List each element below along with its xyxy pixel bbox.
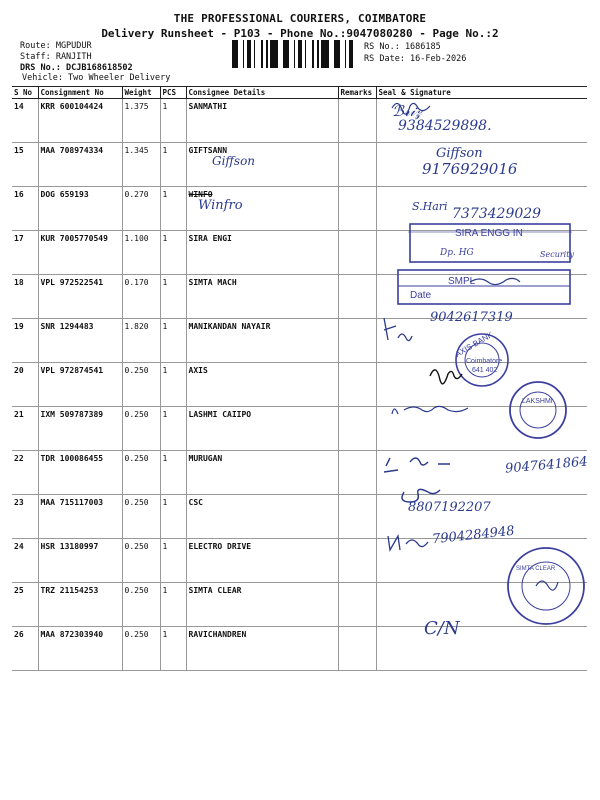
cell-consignee: ELECTRO DRIVE xyxy=(186,539,338,583)
cell-consignee: AXIS xyxy=(186,363,338,407)
cell-consignment-no: SNR 1294483 xyxy=(38,319,122,363)
cell-pcs: 1 xyxy=(160,275,186,319)
signature-scribble-22 xyxy=(384,458,450,472)
signature-scribble-14 xyxy=(392,103,430,114)
handwritten-name-15: Giffson xyxy=(212,154,256,168)
cell-consignment-no: VPL 972522541 xyxy=(38,275,122,319)
handwritten-sign-15: Giffson xyxy=(436,146,483,161)
stamp-smpl-box xyxy=(398,270,570,304)
cell-consignee: WINFO xyxy=(186,187,338,231)
stamp-sira-sub2: Security xyxy=(540,250,574,259)
stamp-lakshmi: LAKSHMI xyxy=(522,398,553,405)
cell-sno: 14 xyxy=(12,99,38,143)
cell-pcs: 1 xyxy=(160,627,186,671)
cell-weight: 0.250 xyxy=(122,451,160,495)
cell-pcs: 1 xyxy=(160,495,186,539)
handwritten-name-16: Winfro xyxy=(198,198,243,213)
handwritten-phone-15: 9176929016 xyxy=(422,160,518,178)
col-weight: Weight xyxy=(122,87,160,99)
cell-pcs: 1 xyxy=(160,143,186,187)
cell-consignment-no: KUR 7005770549 xyxy=(38,231,122,275)
cell-pcs: 1 xyxy=(160,319,186,363)
cell-pcs: 1 xyxy=(160,231,186,275)
cell-consignee: SIMTA MACH xyxy=(186,275,338,319)
cell-consignment-no: HSR 13180997 xyxy=(38,539,122,583)
cell-weight: 1.375 xyxy=(122,99,160,143)
cell-sno: 20 xyxy=(12,363,38,407)
cell-pcs: 1 xyxy=(160,363,186,407)
stamp-smpl: SMPL xyxy=(448,276,476,287)
cell-weight: 1.345 xyxy=(122,143,160,187)
handwritten-phone-22: 9047641864 xyxy=(504,454,589,477)
cell-sno: 17 xyxy=(12,231,38,275)
cell-weight: 0.250 xyxy=(122,495,160,539)
stamp-axis-bank: AXIS BANK xyxy=(453,330,495,359)
cell-pcs: 1 xyxy=(160,451,186,495)
stamp-sira-title: SIRA ENGG IN xyxy=(455,228,523,239)
signature-row-14: ℬ𝓇𝒾𝓏 xyxy=(392,102,422,120)
cell-sno: 19 xyxy=(12,319,38,363)
signature-scribble-20 xyxy=(430,370,462,384)
cell-consignment-no: KRR 600104424 xyxy=(38,99,122,143)
col-pcs: PCS xyxy=(160,87,186,99)
cell-consignment-no: VPL 972874541 xyxy=(38,363,122,407)
cell-consignment-no: MAA 715117003 xyxy=(38,495,122,539)
stamp-axis-city: Coimbatore xyxy=(466,358,503,365)
cell-consignee: CSC xyxy=(186,495,338,539)
cell-sno: 16 xyxy=(12,187,38,231)
cell-weight: 0.250 xyxy=(122,583,160,627)
cell-sno: 15 xyxy=(12,143,38,187)
cell-sno: 23 xyxy=(12,495,38,539)
cell-weight: 0.250 xyxy=(122,627,160,671)
stamp-sira-sub: Dp. HG xyxy=(440,248,474,258)
signature-scribble-21 xyxy=(392,406,468,414)
cell-consignment-no: TRZ 21154253 xyxy=(38,583,122,627)
handwritten-phone-23: 8807192207 xyxy=(408,500,491,515)
cell-pcs: 1 xyxy=(160,583,186,627)
rs-number: RS No.: 1686185 xyxy=(364,42,441,52)
cell-consignment-no: IXM 509787389 xyxy=(38,407,122,451)
signature-scribble-23 xyxy=(402,489,440,502)
cell-consignee: LASHMI CAIIPO xyxy=(186,407,338,451)
cell-consignee: RAVICHANDREN xyxy=(186,627,338,671)
col-sno: S No xyxy=(12,87,38,99)
col-remarks: Remarks xyxy=(338,87,376,99)
cell-pcs: 1 xyxy=(160,407,186,451)
staff-label: Staff: RANJITH xyxy=(20,52,92,62)
route-label: Route: MGPUDUR xyxy=(20,41,92,51)
handwritten-phone-17: 7373429029 xyxy=(452,206,542,222)
cell-sno: 18 xyxy=(12,275,38,319)
vehicle-label: Vehicle: Two Wheeler Delivery xyxy=(22,73,171,83)
cell-weight: 1.820 xyxy=(122,319,160,363)
cell-consignee: SIRA ENGI xyxy=(186,231,338,275)
col-consignment: Consignment No xyxy=(38,87,122,99)
signature-scribble-24 xyxy=(388,536,428,550)
cell-weight: 0.250 xyxy=(122,539,160,583)
stamp-simta-circle xyxy=(508,548,584,624)
cell-weight: 0.250 xyxy=(122,407,160,451)
cell-consignment-no: MAA 708974334 xyxy=(38,143,122,187)
document-title: THE PROFESSIONAL COURIERS, COIMBATORE xyxy=(173,12,427,25)
cell-consignee: SIMTA CLEAR xyxy=(186,583,338,627)
cell-weight: 0.170 xyxy=(122,275,160,319)
col-consignee: Consignee Details xyxy=(186,87,338,99)
stamp-sira-box xyxy=(410,224,570,262)
cell-sno: 25 xyxy=(12,583,38,627)
signature-scribble-19 xyxy=(384,318,412,341)
stamp-lakshmi-circle xyxy=(510,382,566,438)
cell-weight: 0.270 xyxy=(122,187,160,231)
stamp-axis-code: 641 402 xyxy=(472,367,498,374)
handwritten-phone-24: 7904284948 xyxy=(431,523,516,548)
cell-pcs: 1 xyxy=(160,99,186,143)
cell-consignee: MANIKANDAN NAYAIR xyxy=(186,319,338,363)
cell-consignee: SANMATHI xyxy=(186,99,338,143)
stamp-axis-circle xyxy=(456,334,508,386)
cell-pcs: 1 xyxy=(160,187,186,231)
stamp-simta-clear: SIMTA CLEAR xyxy=(516,566,556,572)
cell-sno: 26 xyxy=(12,627,38,671)
cell-weight: 0.250 xyxy=(122,363,160,407)
drs-number: DRS No.: DCJB168618502 xyxy=(20,63,133,73)
cell-consignment-no: DOG 659193 xyxy=(38,187,122,231)
cell-sno: 21 xyxy=(12,407,38,451)
stamp-date-label: Date xyxy=(410,290,432,301)
cell-pcs: 1 xyxy=(160,539,186,583)
document-subtitle: Delivery Runsheet - P103 - Phone No.:9047080280 - Page No.:2 xyxy=(101,27,499,40)
handwritten-phone-19: 9042617319 xyxy=(430,310,513,325)
cell-consignee: MURUGAN xyxy=(186,451,338,495)
cell-weight: 1.100 xyxy=(122,231,160,275)
cell-sno: 24 xyxy=(12,539,38,583)
handwritten-phone-14: 9384529898. xyxy=(398,118,492,134)
cell-consignment-no: TDR 100086455 xyxy=(38,451,122,495)
handwritten-mark-26: C/N xyxy=(424,618,460,639)
handwritten-sign-17: S.Hari xyxy=(412,200,448,213)
col-seal-signature: Seal & Signature xyxy=(376,87,587,99)
cell-sno: 22 xyxy=(12,451,38,495)
cell-consignment-no: MAA 872303940 xyxy=(38,627,122,671)
cell-consignee: GIFTSANN xyxy=(186,143,338,187)
rs-date: RS Date: 16-Feb-2026 xyxy=(364,54,467,64)
